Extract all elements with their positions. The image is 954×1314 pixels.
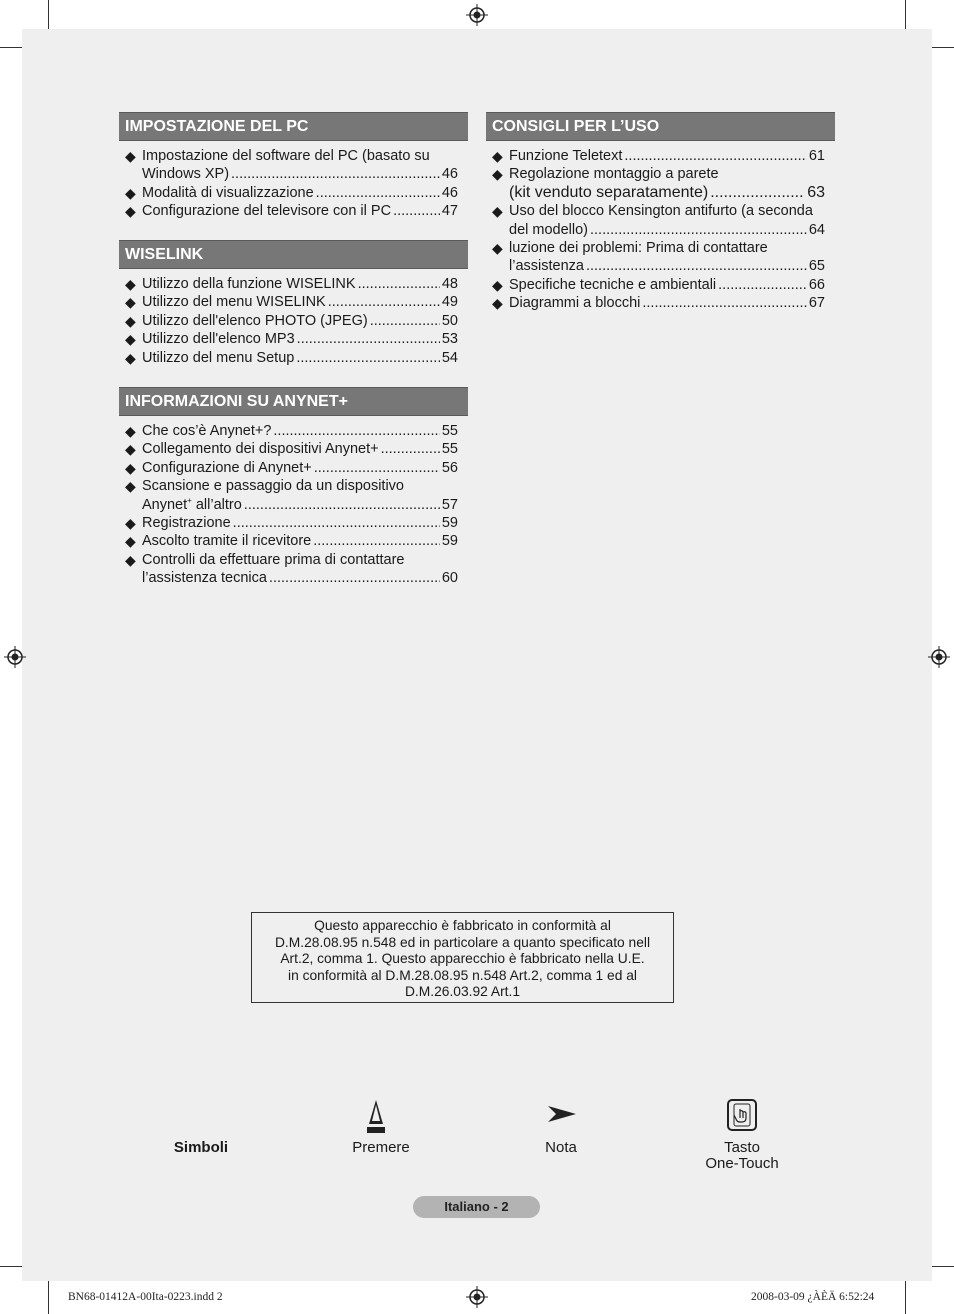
diamond-bullet-icon: ◆: [125, 148, 136, 164]
diamond-bullet-icon: ◆: [492, 276, 503, 293]
notice-line: in conformità al D.M.28.08.95 n.548 Art.2, comma 1 ed al: [288, 967, 637, 983]
toc-entry-label: Controlli da effettuare prima di contattare: [142, 551, 405, 568]
toc-entry-text: [509, 221, 588, 239]
dot-leader: [273, 422, 439, 440]
toc-entry-text: [142, 293, 326, 311]
toc-page-number: 56: [441, 459, 458, 476]
toc-entry-label: Utilizzo del menu WISELINK: [142, 294, 326, 311]
section-title: CONSIGLI PER L’USO: [486, 112, 835, 141]
notice-line: D.M.28.08.95 n.548 ed in particolare a quanto specificato nell: [274, 934, 651, 950]
toc-line: [142, 275, 458, 293]
toc-item: [486, 294, 835, 312]
toc-item: [119, 422, 468, 440]
toc-page-number: 46: [441, 184, 458, 201]
diamond-bullet-icon: ◆: [492, 295, 503, 312]
toc-entry-label: Regolazione montaggio a parete: [509, 166, 719, 183]
toc-entry-label: Utilizzo dell'elenco MP3: [142, 331, 295, 348]
toc-line: [509, 147, 825, 165]
toc-page-number: 49: [441, 294, 458, 311]
toc-line: [142, 496, 458, 514]
crop-mark: [48, 1281, 49, 1314]
toc-line: [142, 312, 458, 330]
toc-section-consigli: [486, 112, 835, 313]
toc-item: [486, 276, 835, 294]
toc-item: [119, 202, 468, 220]
toc-entry-text: [509, 202, 813, 220]
toc-entry-text: [509, 165, 719, 183]
footer-timestamp: 2008-03-09 ¿ÀÈÄ 6:52:24: [751, 1291, 875, 1303]
toc-entry-label: Registrazione: [142, 515, 231, 532]
toc-line: [509, 276, 825, 294]
registration-mark-icon: [466, 1286, 488, 1308]
diamond-bullet-icon: ◆: [125, 349, 136, 366]
toc-line: [142, 459, 458, 477]
registration-mark-icon: [466, 4, 488, 26]
notice-line: Art.2, comma 1. Questo apparecchio è fabbricato nella U.E.: [280, 951, 645, 966]
toc-entry-label: Specifiche tecniche e ambientali: [509, 276, 717, 293]
toc-entry-text: [142, 514, 231, 532]
diamond-bullet-icon: ◆: [125, 203, 136, 220]
dot-leader: [718, 276, 807, 294]
dot-leader: [269, 569, 440, 587]
toc-line: [142, 440, 458, 458]
toc-entry-text: [142, 440, 379, 458]
notice-line: Questo apparecchio è fabbricato in conformità al: [314, 918, 611, 933]
one-touch-label-line1: Tasto: [724, 1139, 760, 1156]
diamond-bullet-icon: ◆: [125, 276, 136, 292]
diamond-bullet-icon: ◆: [125, 423, 136, 439]
toc-line: [142, 349, 458, 367]
toc-entry-text: [142, 147, 430, 165]
diamond-bullet-icon: ◆: [492, 203, 503, 220]
toc-line: [142, 147, 458, 165]
toc-entry-label: l’assistenza tecnica: [142, 570, 267, 587]
toc-entry-text: [142, 275, 356, 293]
notice-line: D.M.26.03.92 Art.1: [404, 984, 521, 999]
section-title: INFORMAZIONI SU ANYNET+: [119, 387, 468, 416]
toc-line: [142, 202, 458, 220]
toc-page-number: 50: [441, 312, 458, 329]
conformity-notice: [251, 912, 674, 1003]
toc-page-number: 57: [441, 496, 458, 513]
toc-item: [119, 312, 468, 330]
toc-entry-label-suffix: all’altro: [191, 496, 242, 513]
crop-mark: [0, 47, 22, 48]
toc-item: [119, 275, 468, 293]
dot-leader: [296, 349, 440, 367]
note-label: Nota: [545, 1139, 577, 1156]
crop-mark: [905, 1281, 906, 1314]
dot-leader: [314, 459, 440, 477]
toc-entry-text: [142, 330, 295, 348]
toc-entry-text: [142, 477, 404, 495]
toc-item: [119, 147, 468, 184]
toc-item: [119, 330, 468, 348]
toc-page-number: 59: [441, 533, 458, 550]
diamond-bullet-icon: ◆: [125, 515, 136, 532]
crop-mark: [932, 1266, 954, 1267]
toc-entry-label: Anynet: [142, 496, 188, 513]
press-label: Premere: [352, 1139, 410, 1156]
dot-leader: [328, 293, 440, 311]
diamond-bullet-icon: ◆: [125, 312, 136, 329]
toc-item: [486, 165, 835, 202]
toc-page-number: 48: [441, 276, 458, 292]
dot-leader: [358, 275, 440, 293]
one-touch-label: [696, 1140, 788, 1172]
toc-page-number: 67: [808, 295, 825, 312]
toc-page-number: 63: [807, 183, 825, 201]
toc-line: [509, 221, 825, 239]
toc-item: [119, 551, 468, 588]
toc-page-number: 65: [808, 258, 825, 275]
one-touch-label-line2: One-Touch: [705, 1155, 779, 1172]
toc-items: [119, 147, 468, 221]
dot-leader: [393, 202, 440, 220]
toc-item: [486, 202, 835, 239]
toc-item: [119, 349, 468, 367]
crop-mark: [905, 0, 906, 29]
dot-leader: [313, 532, 440, 550]
toc-line: [509, 257, 825, 275]
toc-item: [119, 440, 468, 458]
toc-entry-label: Che cos’è Anynet+?: [142, 423, 272, 439]
toc-page-number: 66: [808, 276, 825, 293]
toc-page-number: 46: [441, 166, 458, 183]
toc-line: [142, 330, 458, 348]
toc-line: [142, 293, 458, 311]
symbols-title: Simboli: [173, 1139, 229, 1156]
toc-entry-label: Windows XP): [142, 166, 230, 183]
toc-entry-label: Collegamento dei dispositivi Anynet+: [142, 441, 379, 458]
toc-entry-text: [142, 459, 312, 477]
toc-item: [486, 239, 835, 276]
toc-entry-text: [142, 569, 267, 587]
diamond-bullet-icon: ◆: [492, 148, 503, 164]
toc-entry-label: Impostazione del software del PC (basato su: [142, 148, 430, 164]
toc-item: [119, 514, 468, 532]
toc-page-number: 64: [808, 221, 825, 238]
toc-section-wiselink: [119, 240, 468, 367]
toc-entry-text: [509, 147, 622, 165]
toc-line: [142, 165, 458, 183]
section-title: IMPOSTAZIONE DEL PC: [119, 112, 468, 141]
dot-leader: [710, 184, 805, 202]
diamond-bullet-icon: ◆: [125, 478, 136, 495]
toc-page-number: 53: [441, 331, 458, 348]
toc-line: [509, 202, 825, 220]
toc-page-number: 55: [441, 441, 458, 458]
toc-item: [486, 147, 835, 165]
toc-entry-label: del modello): [509, 221, 588, 238]
diamond-bullet-icon: ◆: [125, 294, 136, 311]
toc-item: [119, 477, 468, 514]
diamond-bullet-icon: ◆: [125, 551, 136, 568]
dot-leader: [381, 440, 440, 458]
toc-line: [142, 514, 458, 532]
page-number-badge: Italiano - 2: [413, 1196, 540, 1218]
toc-items: [119, 275, 468, 367]
registration-mark-icon: [928, 646, 950, 668]
toc-items: [486, 147, 835, 313]
dot-leader: [233, 514, 440, 532]
toc-line: [509, 184, 825, 202]
toc-entry-label: Ascolto tramite il ricevitore: [142, 533, 312, 550]
toc-entry-text: [142, 165, 229, 183]
toc-line: [142, 184, 458, 202]
toc-entry-text: [509, 184, 708, 202]
toc-page-number: 47: [441, 203, 458, 220]
diamond-bullet-icon: ◆: [125, 459, 136, 476]
toc-entry-text: [509, 239, 768, 257]
section-title: WISELINK: [119, 240, 468, 269]
toc-page-number: 59: [441, 515, 458, 532]
toc-page-number: 61: [808, 148, 825, 164]
toc-entry-text: [509, 257, 584, 275]
dot-leader: [231, 165, 440, 183]
toc-line: [142, 551, 458, 569]
toc-item: [119, 293, 468, 311]
toc-entry-label: Uso del blocco Kensington antifurto (a seconda: [509, 203, 813, 220]
toc-entry-label: Modalità di visualizzazione: [142, 184, 314, 201]
toc-entry-text: [142, 312, 368, 330]
diamond-bullet-icon: ◆: [125, 184, 136, 201]
toc-entry-text: [142, 184, 314, 202]
crop-mark: [932, 47, 954, 48]
toc-entry-label: Funzione Teletext: [509, 148, 623, 164]
toc-entry-text: [509, 276, 716, 294]
toc-entry-label: Configurazione del televisore con il PC: [142, 203, 392, 220]
toc-entry-label: Utilizzo del menu Setup: [142, 349, 295, 366]
toc-entry-text: [509, 294, 640, 312]
toc-items: [119, 422, 468, 588]
footer-file-info: BN68-01412A-00Ita-0223.indd 2: [68, 1291, 223, 1303]
toc-page-number: 55: [441, 423, 458, 439]
toc-entry-text: [142, 349, 294, 367]
dot-leader: [297, 330, 440, 348]
dot-leader: [370, 312, 440, 330]
toc-line: [142, 477, 458, 495]
diamond-bullet-icon: ◆: [492, 240, 503, 257]
toc-entry-label: Utilizzo dell'elenco PHOTO (JPEG): [142, 312, 368, 329]
toc-section-pc: [119, 112, 468, 221]
toc-entry-text: [142, 551, 405, 569]
toc-line: [509, 239, 825, 257]
crop-mark: [0, 1266, 22, 1267]
toc-page-number: 54: [441, 349, 458, 366]
toc-entry-label: Diagrammi a blocchi: [509, 295, 641, 312]
toc-entry-label: l’assistenza: [509, 258, 584, 275]
toc-item: [119, 532, 468, 550]
diamond-bullet-icon: ◆: [492, 166, 503, 183]
toc-entry-text: [142, 422, 271, 440]
toc-line: [142, 532, 458, 550]
toc-page-number: 60: [441, 570, 458, 587]
toc-line: [142, 569, 458, 587]
note-icon: [547, 1105, 577, 1123]
dot-leader: [624, 147, 806, 165]
diamond-bullet-icon: ◆: [125, 533, 136, 550]
toc-line: [142, 422, 458, 440]
diamond-bullet-icon: ◆: [125, 441, 136, 458]
toc-item: [119, 184, 468, 202]
one-touch-icon: [726, 1098, 758, 1132]
toc-line: [509, 294, 825, 312]
dot-leader: [642, 294, 807, 312]
toc-item: [119, 459, 468, 477]
registration-mark-icon: [4, 646, 26, 668]
toc-entry-label: Scansione e passaggio da un dispositivo: [142, 478, 404, 495]
press-icon: [366, 1099, 386, 1135]
toc-entry-label: (kit venduto separatamente): [509, 183, 709, 201]
toc-entry-text: [142, 496, 242, 514]
toc-entry-label: Configurazione di Anynet+: [142, 459, 312, 476]
toc-entry-text: [142, 532, 311, 550]
dot-leader: [586, 257, 807, 275]
toc-line: [509, 165, 825, 183]
toc-entry-label: Utilizzo della funzione WISELINK: [142, 276, 356, 292]
toc-section-anynet: [119, 387, 468, 588]
dot-leader: [244, 496, 440, 514]
toc-entry-label: luzione dei problemi: Prima di contattare: [509, 240, 768, 257]
dot-leader: [316, 184, 440, 202]
toc-entry-superscript: +: [187, 495, 192, 505]
dot-leader: [590, 221, 807, 239]
toc-entry-text: [142, 202, 391, 220]
crop-mark: [48, 0, 49, 29]
diamond-bullet-icon: ◆: [125, 331, 136, 348]
